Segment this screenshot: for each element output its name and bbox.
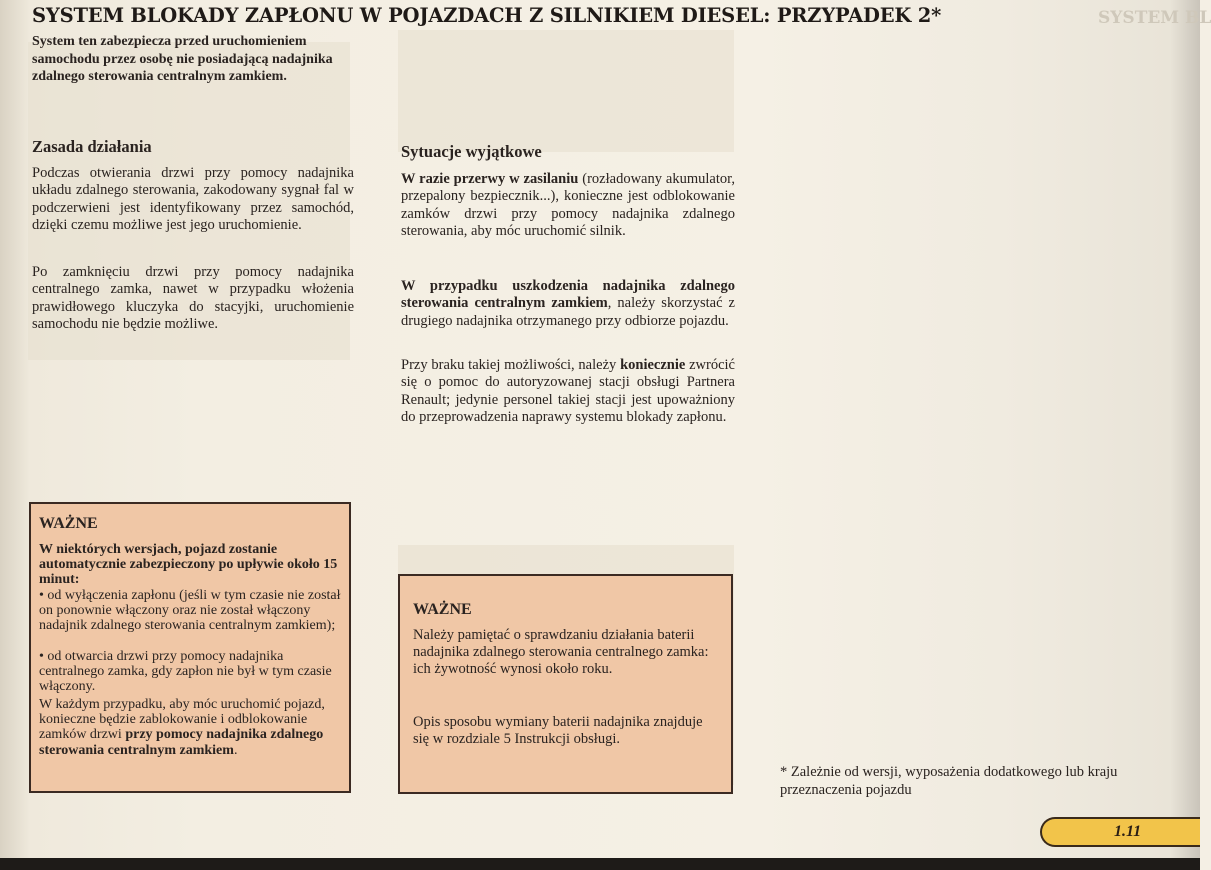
warning-box-right-title: WAŻNE [413,601,472,618]
warning-box-right [398,574,733,794]
footnote: * Zależnie od wersji, wyposażenia dodatkowego lub kraju przeznaczenia pojazdu [780,764,1118,798]
sytuacje-p3-bold: koniecznie [620,357,686,373]
sytuacje-p1-bold: W razie przerwy w zasilaniu [401,171,579,187]
zasada-paragraph-2: Po zamknięciu drzwi przy pomocy nadajnika centralnego zamka, nawet w przypadku włożenia prawidłowego kluczyka do stacyjki, uruchomienie samochodu nie będzie możliwe. [32,264,354,333]
warning-box-left-bullet-1: • od wyłączenia zapłonu (jeśli w tym czasie nie został on ponownie włączony oraz nie został włączony nadajnik zdalnego sterowania centralnym zamkiem); [39,588,341,634]
warning-box-left-tail-end: . [233,742,238,758]
sytuacje-p3-text-a: Przy braku takiej możliwości, należy [401,357,621,373]
sytuacje-p3-text-b: zwrócić się o pomoc do autoryzowanej stacji obsługi Partnera Renault; jedynie personel takiej stacji jest upoważniony do przeprowadzenia naprawy systemu blokady zapłonu. [401,357,735,426]
sytuacje-paragraph-1 [401,171,735,241]
bleed-through-middle [398,30,734,152]
page-number: 1.11 [1114,823,1142,840]
sytuacje-p1-text: (rozładowany akumulator, przepalony bezpiecznik...), konieczne jest odblokowanie zamków drzwi przy pomocy nadajnika zdalnego sterowania, aby móc uruchomić silnik. [401,171,735,240]
warning-box-right-paragraph-2: Opis sposobu wymiany baterii nadajnika znajduje się w rozdziale 5 Instrukcji obsługi. [413,714,703,747]
sytuacje-p2-text: , należy skorzystać z drugiego nadajnika otrzymanego przy odbiorze pojazdu. [401,295,735,329]
zasada-heading: Zasada działania [32,137,152,156]
warning-box-right-paragraph-1: Należy pamiętać o sprawdzaniu działania baterii nadajnika zdalnego sterowania centralnego zamka: ich żywotność wynosi około roku. [413,627,709,677]
warning-box-left-lead: W niektórych wersjach, pojazd zostanie automatycznie zabezpieczony po upływie około 15 minut: [39,542,338,588]
zasada-paragraph-1: Podczas otwierania drzwi przy pomocy nadajnika układu zdalnego sterowania, zakodowany sygnał fal w podczerwieni jest identyfikowany przez samochód, dzięki czemu możliwe jest jego uruchomienie. [32,165,354,234]
bottom-edge [0,858,1200,870]
sytuacje-heading: Sytuacje wyjątkowe [401,142,542,161]
bleed-through-title: SYSTEM BL [1098,8,1211,28]
warning-box-left-tail [39,697,343,758]
page-title: SYSTEM BLOKADY ZAPŁONU W POJAZDACH Z SILNIKIEM DIESEL: PRZYPADEK 2* [32,4,942,27]
sytuacje-p2-bold: W przypadku uszkodzenia nadajnika zdalnego sterowania centralnym zamkiem [401,278,735,312]
warning-box-left-tail-text: W każdym przypadku, aby móc uruchomić pojazd, konieczne będzie zablokowanie i odblokowanie zamków drzwi [39,697,325,743]
warning-box-left-title: WAŻNE [39,515,98,532]
sytuacje-paragraph-2 [401,278,735,330]
warning-box-left-bullet-2: • od otwarcia drzwi przy pomocy nadajnika centralnego zamka, gdy zapłon nie był w tym czasie włączony. [39,649,332,695]
sytuacje-paragraph-3 [401,357,735,427]
warning-box-left-tail-bold: przy pomocy nadajnika zdalnego sterowania centralnym zamkiem [39,727,324,758]
intro-paragraph: System ten zabezpiecza przed uruchomieniem samochodu przez osobę nie posiadającą nadajnika zdalnego sterowania centralnym zamkiem. [32,34,333,84]
warning-box-left [29,502,351,793]
page-number-tab [1040,817,1200,847]
